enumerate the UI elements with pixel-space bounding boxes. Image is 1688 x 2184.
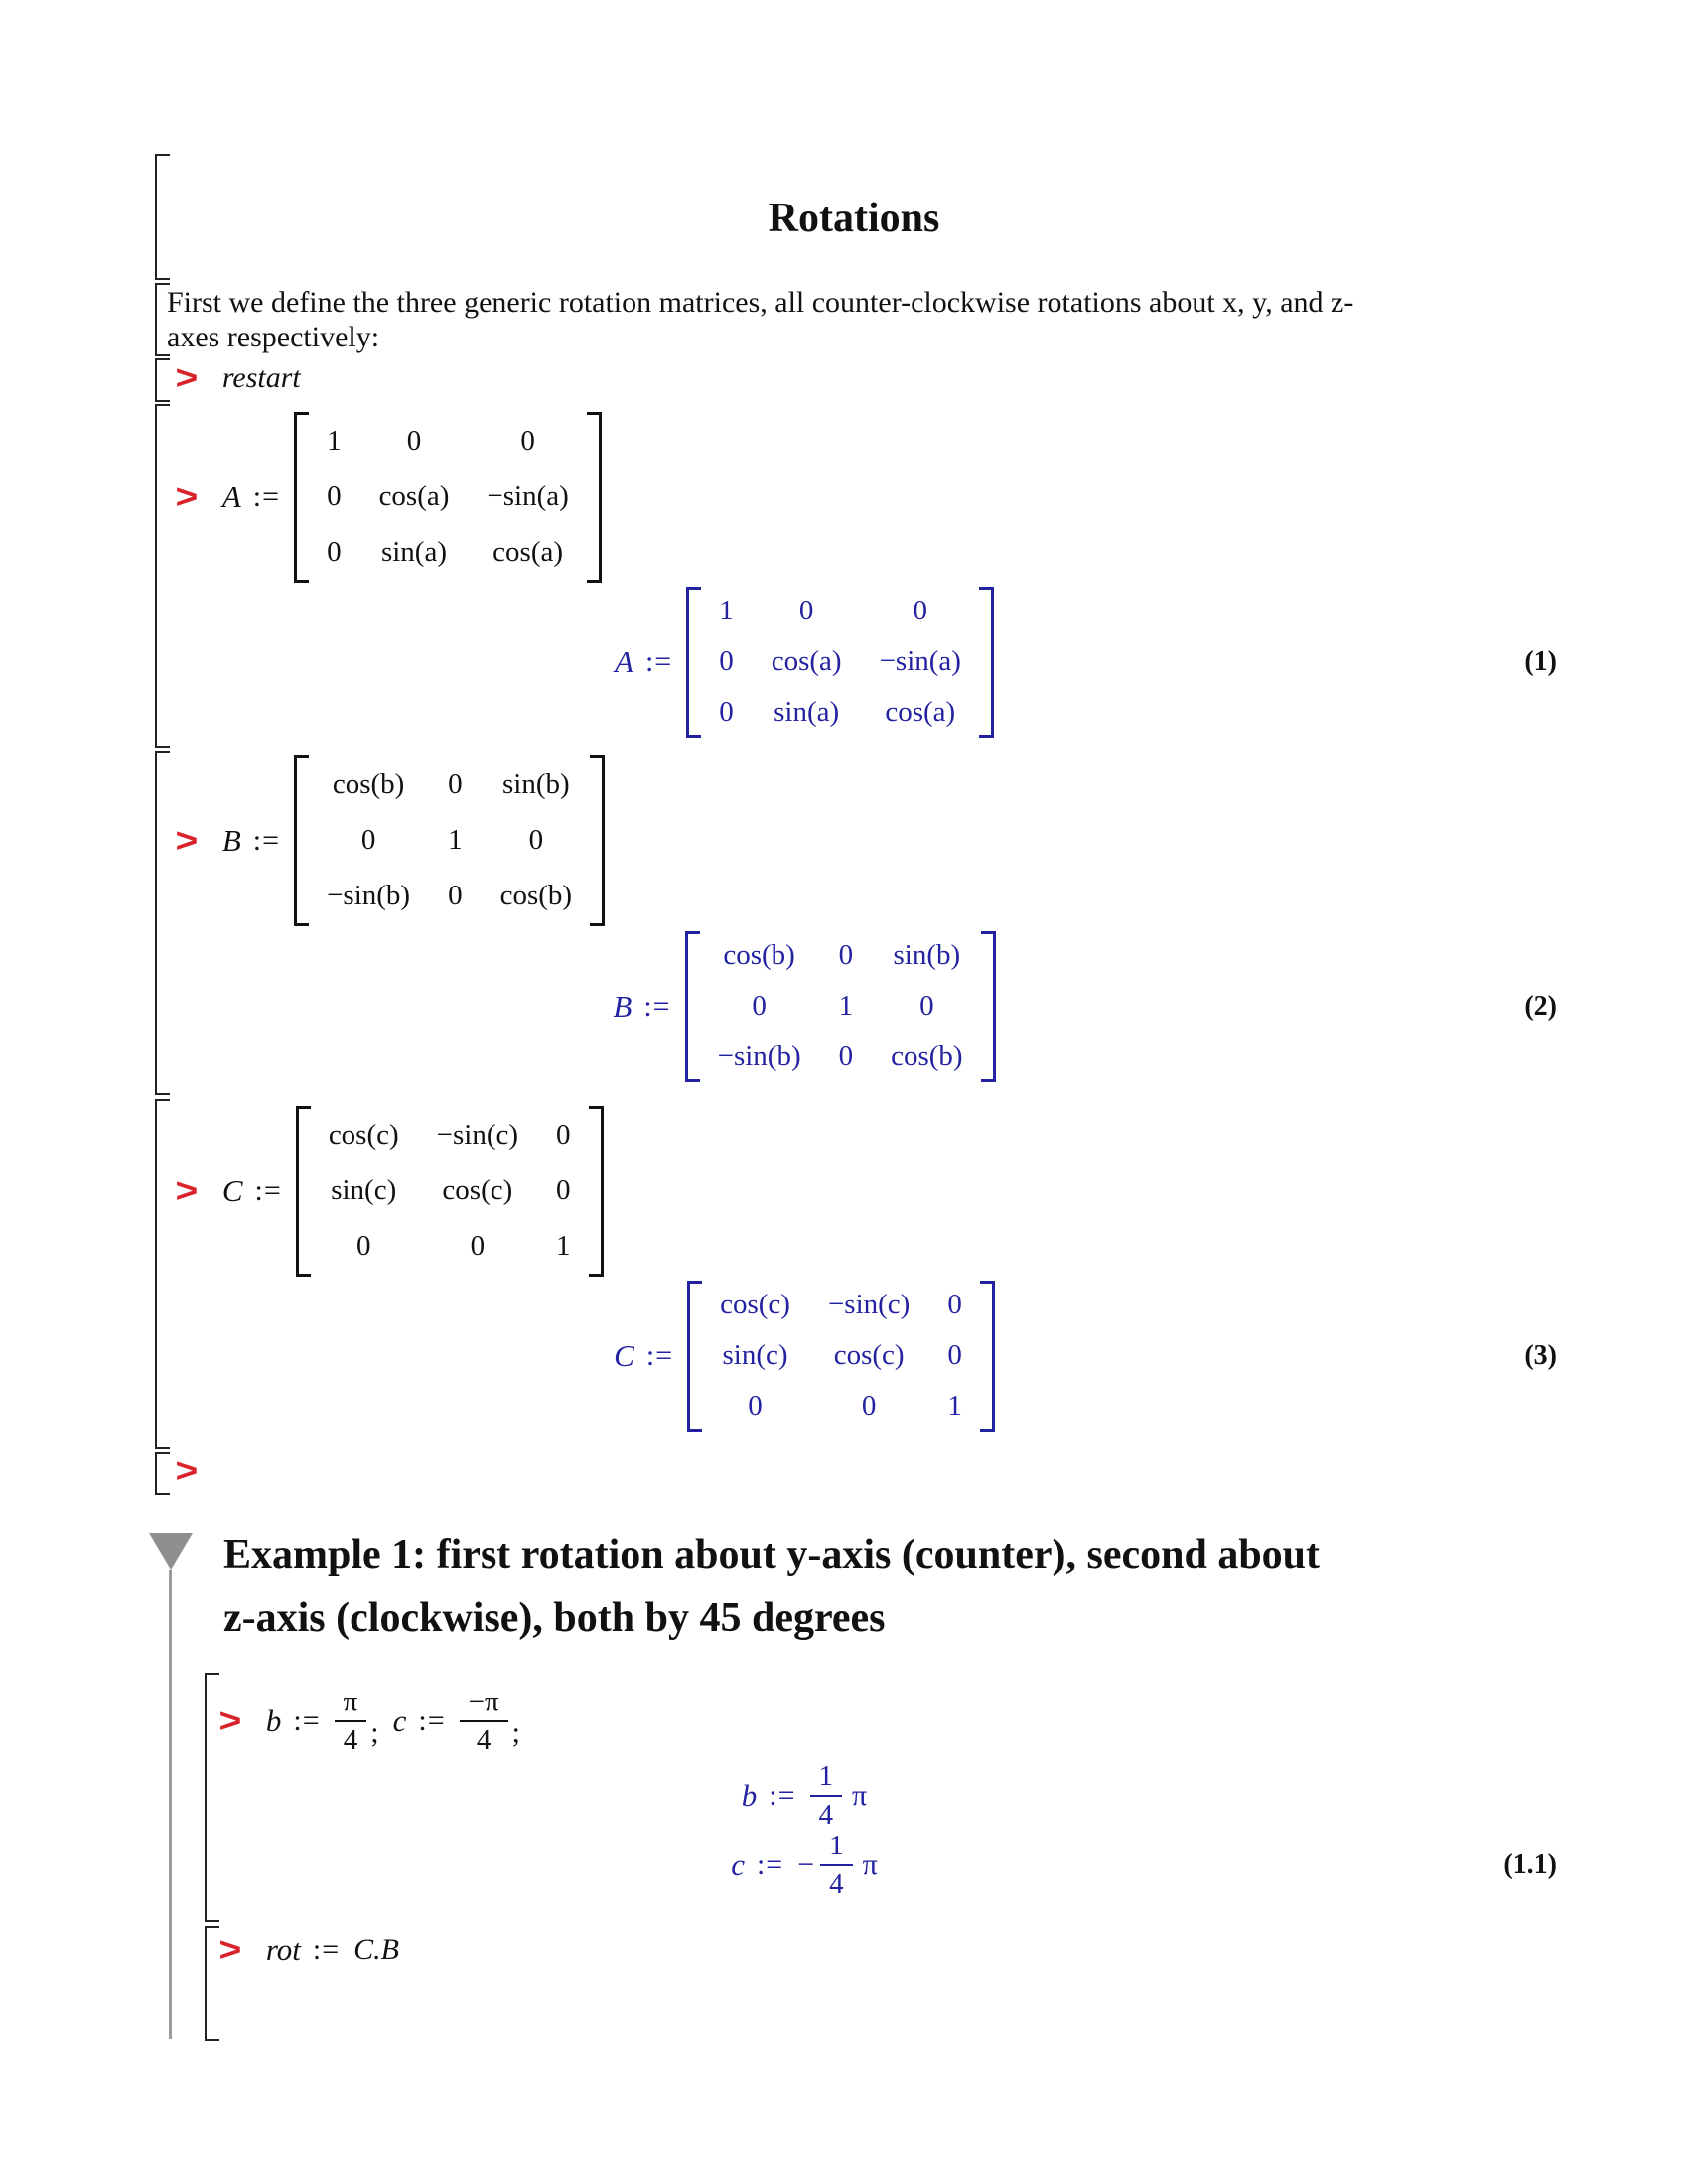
- matrix-cell: 0: [528, 824, 544, 857]
- matrix-cell: 1: [947, 1389, 962, 1422]
- matrix-a-output-line: [159, 584, 1557, 741]
- matrix-cell: sin(a): [380, 535, 447, 568]
- matrix-cell: cos(c): [442, 1174, 513, 1207]
- matrix-cell: 0: [470, 1229, 486, 1262]
- semicolon: ;: [511, 1716, 520, 1749]
- matrix-c-input[interactable]: [296, 1106, 604, 1277]
- matrix-cell: cos(b): [891, 1039, 963, 1072]
- matrix-cell: sin(a): [774, 695, 840, 728]
- equation-label: (2): [1524, 991, 1557, 1022]
- matrix-c-output: [687, 1281, 995, 1432]
- assign-operator: :=: [645, 1339, 674, 1372]
- fraction-numerator: π: [335, 1686, 367, 1722]
- rot-var: rot: [265, 1932, 301, 1967]
- matrix-cell: −sin(a): [879, 645, 961, 678]
- matrix-b-input-line[interactable]: [177, 756, 605, 925]
- matrix-cell: cos(b): [499, 879, 573, 911]
- matrix-cell: cos(c): [328, 1119, 399, 1152]
- matrix-a-input-line[interactable]: [177, 409, 602, 586]
- c-output-line: [159, 1829, 1557, 1900]
- matrix-a-var: A: [221, 479, 241, 514]
- matrix-left-bracket: [294, 755, 309, 926]
- matrix-cell: −sin(c): [436, 1119, 519, 1152]
- matrix-cell: 0: [719, 645, 734, 678]
- matrix-cell: cos(a): [378, 480, 450, 513]
- fraction-numerator: 1: [820, 1830, 853, 1866]
- matrix-cell: sin(b): [893, 939, 961, 972]
- assign-operator: :=: [756, 1848, 784, 1881]
- assign-operator: :=: [643, 990, 671, 1023]
- assign-operator: :=: [293, 1705, 321, 1737]
- fraction-numerator: 1: [810, 1760, 843, 1797]
- fraction-denominator: 4: [476, 1724, 492, 1756]
- pi-symbol: π: [852, 1779, 868, 1812]
- group-bracket-empty-prompt: [155, 1452, 170, 1495]
- c-var: c: [731, 1847, 745, 1882]
- matrix-b-var: B: [613, 989, 633, 1024]
- intro-text-line2[interactable]: axes respectively:: [167, 321, 380, 353]
- matrix-cell: 1: [556, 1229, 571, 1262]
- minus-sign: −: [797, 1848, 815, 1881]
- assign-operator: :=: [769, 1779, 796, 1812]
- matrix-cell: 1: [838, 990, 854, 1023]
- matrix-cell: sin(b): [501, 768, 570, 801]
- matrix-cell: −sin(c): [827, 1289, 911, 1321]
- matrix-cell: cos(c): [833, 1339, 905, 1372]
- matrix-cell: cos(a): [492, 535, 564, 568]
- matrix-cell: 0: [838, 1039, 854, 1072]
- matrix-a-var: A: [615, 644, 633, 679]
- matrix-cell: 0: [748, 1389, 763, 1422]
- restart-input-line[interactable]: [177, 359, 301, 397]
- matrix-right-bracket: [589, 1106, 604, 1277]
- matrix-c-var: C: [614, 1338, 634, 1373]
- matrix-cell: sin(c): [722, 1339, 788, 1372]
- matrix-cell: 1: [448, 824, 463, 857]
- matrix-c-input-line[interactable]: [177, 1107, 604, 1276]
- matrix-cell: 1: [719, 595, 734, 627]
- matrix-right-bracket: [587, 412, 602, 583]
- matrix-cell: cos(b): [723, 939, 795, 972]
- matrix-cell: 0: [919, 990, 934, 1023]
- matrix-cell: cos(a): [771, 645, 842, 678]
- b-var: b: [265, 1704, 282, 1738]
- fraction-denominator: 4: [818, 1799, 834, 1831]
- matrix-cell: −sin(b): [327, 879, 411, 911]
- matrix-cell: cos(b): [332, 768, 405, 801]
- restart-command[interactable]: restart: [221, 361, 301, 394]
- matrix-cell: 0: [360, 824, 376, 857]
- matrix-b-output: [685, 931, 996, 1082]
- input-prompt-icon[interactable]: >: [175, 822, 199, 860]
- matrix-cell: 0: [838, 939, 854, 972]
- assign-operator: :=: [252, 824, 281, 857]
- matrix-cell: 0: [861, 1389, 877, 1422]
- equation-label: (3): [1524, 1340, 1557, 1371]
- fraction-numerator: −π: [460, 1686, 508, 1722]
- matrix-cell: cos(a): [885, 695, 956, 728]
- matrix-cell: 0: [448, 879, 463, 911]
- b-var: b: [741, 1778, 758, 1813]
- rot-input-line[interactable]: [220, 1930, 399, 1970]
- matrix-cell: cos(c): [720, 1289, 790, 1321]
- input-prompt-icon[interactable]: >: [175, 359, 199, 397]
- matrix-cell: 0: [947, 1339, 962, 1372]
- input-prompt-icon[interactable]: >: [175, 1452, 199, 1490]
- fraction-1-over-4: [810, 1760, 843, 1833]
- input-prompt-icon[interactable]: >: [218, 1931, 242, 1969]
- assign-operator: :=: [252, 480, 281, 513]
- bc-input-line[interactable]: [220, 1678, 524, 1765]
- group-bracket-rot: [205, 1926, 219, 2041]
- matrix-cell: 0: [752, 990, 767, 1023]
- matrix-left-bracket: [685, 931, 700, 1082]
- worksheet-title[interactable]: Rotations: [768, 196, 940, 241]
- matrix-cell: 0: [556, 1119, 571, 1152]
- matrix-cell: 0: [448, 768, 463, 801]
- fraction-denominator: 4: [343, 1724, 358, 1756]
- matrix-c-var: C: [221, 1173, 243, 1208]
- matrix-right-bracket: [979, 587, 994, 738]
- matrix-cell: 0: [355, 1229, 371, 1262]
- matrix-cell: −sin(b): [717, 1039, 801, 1072]
- matrix-b-input[interactable]: [294, 755, 605, 926]
- matrix-left-bracket: [294, 412, 309, 583]
- assign-operator: :=: [418, 1705, 446, 1737]
- matrix-cell: −sin(a): [487, 480, 569, 513]
- equation-label: (1.1): [1503, 1849, 1557, 1880]
- equation-label: (1): [1524, 646, 1557, 677]
- matrix-cell: 0: [406, 425, 422, 458]
- matrix-right-bracket: [980, 1281, 995, 1432]
- section-heading-line2[interactable]: z-axis (clockwise), both by 45 degrees: [223, 1595, 886, 1641]
- section-collapse-triangle-icon[interactable]: [149, 1533, 193, 1570]
- matrix-cell: 0: [327, 535, 342, 568]
- matrix-cell: 0: [947, 1289, 962, 1321]
- matrix-c-output-line: [159, 1278, 1557, 1434]
- matrix-a-output: [686, 587, 994, 738]
- fraction-1-over-4: [820, 1830, 853, 1902]
- assign-operator: :=: [644, 645, 673, 678]
- fraction-pi-over-4: [335, 1686, 367, 1758]
- pi-symbol: π: [862, 1848, 878, 1881]
- c-var: c: [392, 1704, 407, 1738]
- matrix-cell: 0: [520, 425, 535, 458]
- matrix-cell: 0: [327, 480, 342, 513]
- matrix-left-bracket: [687, 1281, 702, 1432]
- matrix-right-bracket: [590, 755, 605, 926]
- matrix-cell: 1: [327, 425, 342, 458]
- matrix-right-bracket: [981, 931, 996, 1082]
- matrix-b-var: B: [221, 823, 241, 858]
- rot-rhs: C.B: [353, 1933, 399, 1966]
- matrix-cell: 0: [556, 1174, 571, 1207]
- section-heading-line1[interactable]: Example 1: first rotation about y-axis (counter), second about: [223, 1532, 1321, 1577]
- matrix-cell: 0: [719, 695, 734, 728]
- matrix-b-output-line: [159, 928, 1557, 1085]
- fraction-minus-pi-over-4: [460, 1686, 508, 1758]
- semicolon: ;: [370, 1716, 379, 1749]
- matrix-left-bracket: [686, 587, 701, 738]
- empty-input-line[interactable]: [177, 1453, 222, 1489]
- matrix-cell: 0: [798, 595, 814, 627]
- matrix-left-bracket: [296, 1106, 311, 1277]
- group-bracket-restart: [155, 358, 170, 402]
- b-output-line: [159, 1759, 1450, 1831]
- matrix-cell: 0: [913, 595, 928, 627]
- input-prompt-icon[interactable]: >: [218, 1703, 242, 1740]
- intro-text-line1[interactable]: First we define the three generic rotation matrices, all counter-clockwise rotations about x, y, and z-: [167, 286, 1354, 319]
- input-prompt-icon[interactable]: >: [175, 1172, 199, 1210]
- assign-operator: :=: [312, 1933, 341, 1966]
- assign-operator: :=: [254, 1174, 282, 1207]
- matrix-a-input[interactable]: [294, 412, 602, 583]
- fraction-denominator: 4: [829, 1868, 844, 1900]
- matrix-cell: sin(c): [331, 1174, 397, 1207]
- input-prompt-icon[interactable]: >: [175, 478, 199, 516]
